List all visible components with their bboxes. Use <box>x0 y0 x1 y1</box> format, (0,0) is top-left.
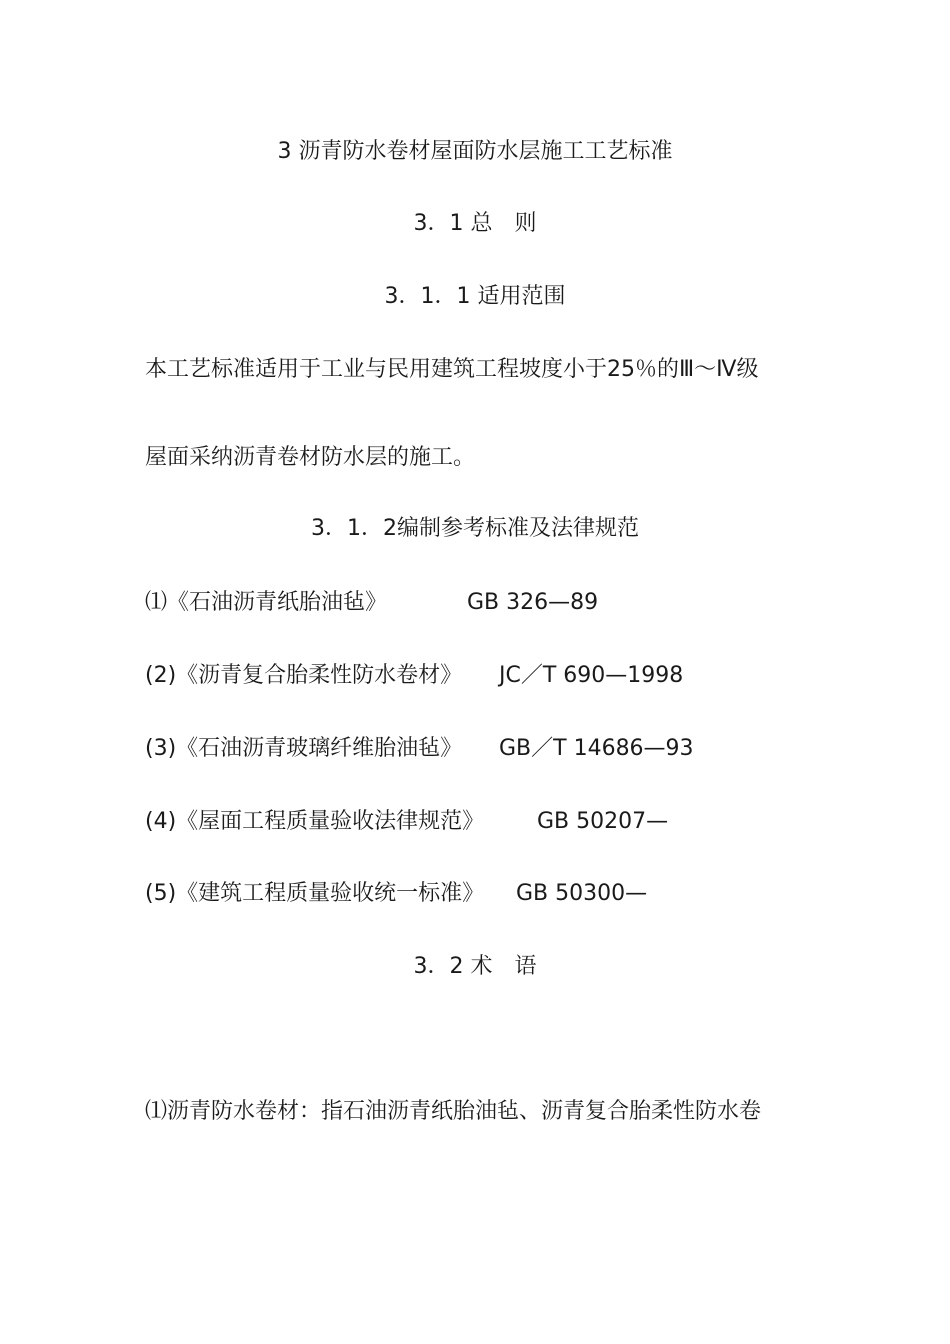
document-title: 3 沥青防水卷材屋面防水层施工工艺标准 <box>277 139 673 164</box>
section-heading-3-1: 3．1 总 则 <box>413 211 537 236</box>
reference-item-3-name: (3)《石油沥青玻璃纤维胎油毡》 <box>145 736 463 761</box>
scope-paragraph-line-2: 屋面采纳沥青卷材防水层的施工。 <box>145 445 476 470</box>
section-heading-3-2: 3．2 术 语 <box>413 954 537 979</box>
reference-item-2-name: (2)《沥青复合胎柔性防水卷材》 <box>145 663 463 688</box>
term-definition-1: ⑴沥青防水卷材：指石油沥青纸胎油毡、沥青复合胎柔性防水卷 <box>145 1099 762 1124</box>
reference-item-5-code: GB 50300— <box>516 881 648 906</box>
reference-item-1-code: GB 326—89 <box>467 590 599 615</box>
reference-item-4-name: (4)《屋面工程质量验收法律规范》 <box>145 809 485 834</box>
reference-item-2-code: JC／T 690—1998 <box>499 663 684 688</box>
reference-item-1-name: ⑴《石油沥青纸胎油毡》 <box>145 590 388 615</box>
reference-item-4-code: GB 50207— <box>537 809 669 834</box>
scope-paragraph-line-1: 本工艺标准适用于工业与民用建筑工程坡度小于25％的Ⅲ～Ⅳ级 <box>145 357 759 382</box>
section-heading-3-1-1: 3．1．1 适用范围 <box>384 284 566 309</box>
section-heading-3-1-2: 3．1．2编制参考标准及法律规范 <box>311 516 639 541</box>
reference-item-3-code: GB／T 14686—93 <box>499 736 694 761</box>
reference-item-5-name: (5)《建筑工程质量验收统一标准》 <box>145 881 485 906</box>
